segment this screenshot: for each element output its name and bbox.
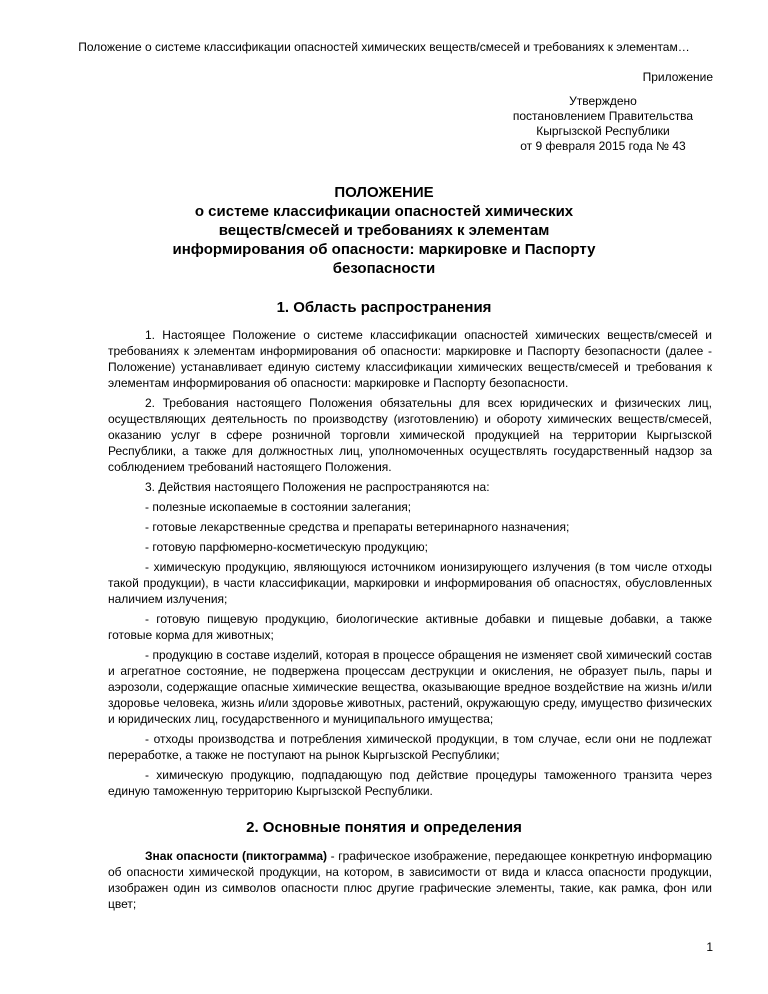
title-line: информирования об опасности: маркировке и Паспорту	[172, 241, 596, 258]
title-line: ПОЛОЖЕНИЕ	[334, 184, 434, 201]
approval-line: Кыргызской Республики	[536, 124, 670, 138]
page-number: 1	[706, 940, 713, 954]
definition-text: - графическое изображение, передающее конкретную информацию об опасности химической продукции, на котором, в зависимости от вида и класса опасности продукции, изображен один из символов опасности плюс другие графические элементы, такие, как рамка, фон или цвет;	[108, 849, 712, 911]
list-item: - отходы производства и потребления химической продукции, в том случае, если они не подлежат переработке, а также не поступают на рынок Кыргызской Республики;	[108, 732, 712, 762]
list-item: - готовую парфюмерно-косметическую продукцию;	[145, 540, 428, 554]
title-line: о системе классификации опасностей химических	[194, 203, 574, 220]
title-line: безопасности	[332, 260, 436, 277]
list-item: - химическую продукцию, подпадающую под действие процедуры таможенного транзита через единую таможенную территорию Кыргызской Республики.	[108, 768, 712, 798]
approval-line: от 9 февраля 2015 года № 43	[520, 139, 686, 153]
definition-term: Знак опасности (пиктограмма)	[145, 849, 327, 863]
list-item: - готовые лекарственные средства и препараты ветеринарного назначения;	[145, 520, 570, 534]
definition-paragraph	[108, 848, 712, 912]
section-body-definitions	[108, 848, 712, 916]
list-item: - готовую пищевую продукцию, биологические активные добавки и пищевые добавки, а также готовые корма для животных;	[108, 612, 712, 642]
paragraph: 1. Настоящее Положение о системе классификации опасностей химических веществ/смесей и требованиях к элементам информирования об опасности: маркировке и Паспорту безопасности (далее - Положение) устанавливает единую систему классификации химических веществ/смесей и требования к элементам информирования об опасности: маркировке и Паспорту безопасности.	[108, 328, 712, 390]
section-body-scope	[108, 327, 712, 803]
approval-line: постановлением Правительства	[512, 109, 694, 123]
annex-label: Приложение	[642, 70, 713, 84]
list-item: - полезные ископаемые в состоянии залегания;	[145, 500, 412, 514]
section-heading-scope: 1. Область распространения	[276, 299, 492, 316]
section-heading-definitions: 2. Основные понятия и определения	[246, 819, 522, 836]
title-line: веществ/смесей и требованиях к элементам	[218, 222, 550, 239]
list-item: - химическую продукцию, являющуюся источником ионизирующего излучения (в том числе отходы такой продукции), в части классификации, маркировки и информирования об опасностях, обусловленных наличием излучения;	[108, 560, 712, 606]
paragraph: 3. Действия настоящего Положения не распространяются на:	[145, 480, 490, 494]
document-title	[110, 183, 658, 278]
approval-line: Утверждено	[569, 94, 637, 108]
list-item: - продукцию в составе изделий, которая в процессе обращения не изменяет свой химический состав и агрегатное состояние, не подвержена процессам деструкции и окисления, не образует пыль, пары и аэрозоли, содержащие опасные химические вещества, оказывающие вредное воздействие на жизнь и/или здоровье человека, жизнь и/или здоровье животных, растений, окружающую среду, имущество физических и юридических лиц, государственного и муниципального имущества;	[108, 648, 712, 726]
approval-block	[493, 94, 713, 154]
paragraph: 2. Требования настоящего Положения обязательны для всех юридических и физических лиц, осуществляющих деятельность по производству (изготовлению) и обороту химических веществ/смесей, оказанию услуг в сфере розничной торговли химической продукцией на территории Кыргызской Республики, а также для должностных лиц, уполномоченных осуществлять государственный надзор за соблюдением требований настоящего Положения.	[108, 396, 712, 474]
running-head: Положение о системе классификации опасностей химических веществ/смесей и требованиях к элементам…	[78, 40, 690, 54]
